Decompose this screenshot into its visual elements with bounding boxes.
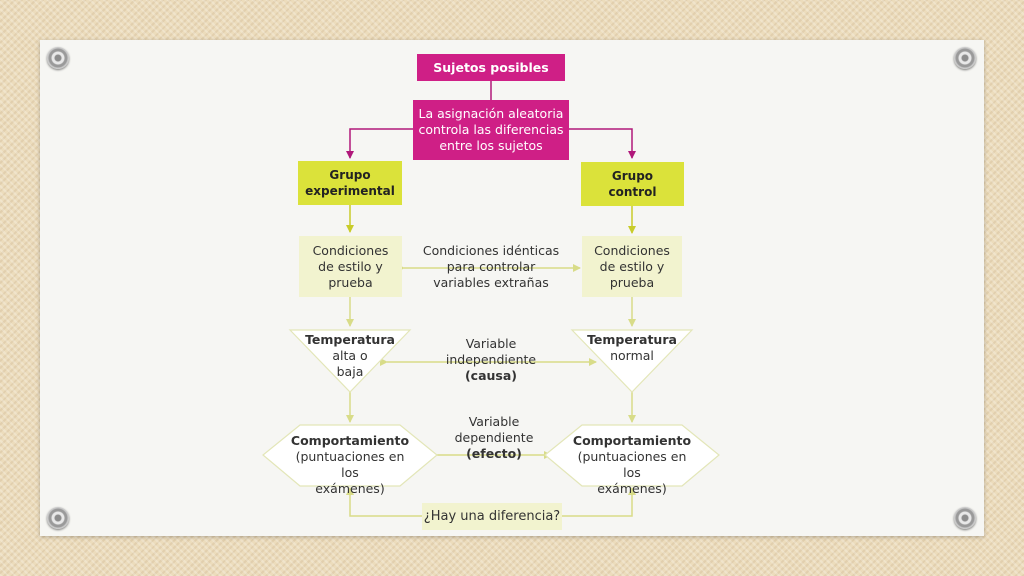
independent-variable-text: Variable independiente [445,336,537,367]
identical-conditions-label: Condiciones idénticas para controlar variables extrañas [422,243,560,290]
dependent-variable-label [429,414,559,462]
subjects-box: Sujetos posibles [417,54,565,81]
conditions-left-box: Condiciones de estilo y prueba [299,236,402,297]
connector [569,129,632,158]
behavior-right-title: Comportamiento [572,433,692,448]
experimental-group-box: Grupo experimental [298,161,402,205]
behavior-left-label [288,433,412,497]
control-group-box: Grupo control [581,162,684,206]
random-assignment-box: La asignación aleatoria controla las diferencias entre los sujetos [413,100,569,160]
conditions-right-box: Condiciones de estilo y prueba [582,236,682,297]
temperature-left-label [295,332,405,380]
temperature-right-label [577,332,687,364]
behavior-right-label [569,433,695,497]
dependent-variable-effect: (efecto) [466,446,522,461]
temperature-left-title: Temperatura [305,332,395,347]
dependent-variable-text: Variable dependiente [454,414,534,445]
behavior-right-detail: (puntuaciones en los exámenes) [577,449,687,496]
independent-variable-cause: (causa) [464,368,518,383]
temperature-left-value: alta o baja [332,348,368,379]
temperature-right-title: Temperatura [587,332,677,347]
independent-variable-label [426,336,556,384]
temperature-right-value: normal [610,348,654,363]
difference-question-box: ¿Hay una diferencia? [422,503,562,530]
behavior-left-title: Comportamiento [290,433,410,448]
behavior-left-detail: (puntuaciones en los exámenes) [295,449,405,496]
connector [350,129,413,158]
